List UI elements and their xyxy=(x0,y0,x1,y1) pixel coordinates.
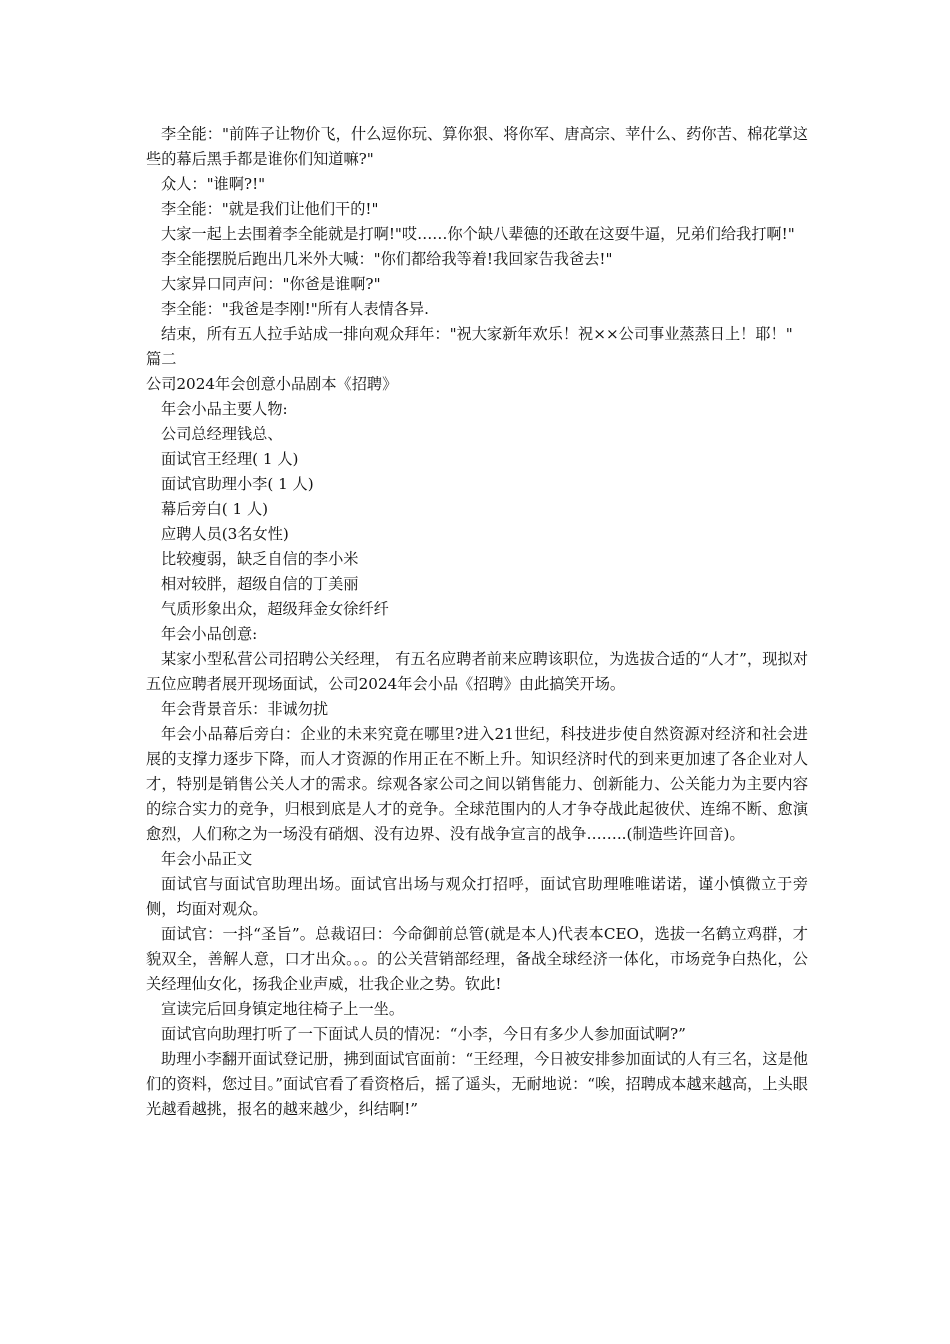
body-paragraph: 结束，所有五人拉手站成一排向观众拜年："祝大家新年欢乐！祝××公司事业蒸蒸日上！耶！" xyxy=(161,325,793,343)
body-paragraph: 众人："谁啊?!" xyxy=(161,175,266,193)
body-paragraph: 面试官与面试官助理出场。面试官出场与观众打招呼，面试官助理唯唯诺诺，谨小慎微立于旁侧，均面对观众。 xyxy=(146,875,808,918)
body-paragraph: 李全能："就是我们让他们干的!" xyxy=(161,200,379,218)
body-paragraph: 年会小品正文 xyxy=(161,850,253,868)
document-body xyxy=(146,122,808,1122)
body-paragraph: 面试官：一抖“圣旨”。总裁诏曰：今命御前总管(就是本人)代表本CEO，选拔一名鹤立鸡群，才貌双全，善解人意，口才出众。。。的公关营销部经理，备战全球经济一体化，市场竞争白热化，公关经理仙女化，扬我企业声威，壮我企业之势。钦此! xyxy=(146,925,808,993)
body-paragraph: 气质形象出众，超级拜金女徐纤纤 xyxy=(161,600,389,618)
body-paragraph: 李全能："我爸是李刚!"所有人表情各异. xyxy=(161,300,429,318)
body-paragraph: 年会小品主要人物: xyxy=(161,400,288,418)
body-paragraph: 面试官向助理打听了一下面试人员的情况：“小李，今日有多少人参加面试啊?” xyxy=(161,1025,686,1043)
body-paragraph: 宣读完后回身镇定地往椅子上一坐。 xyxy=(161,1000,404,1018)
body-paragraph: 公司总经理钱总、 xyxy=(161,425,283,443)
body-paragraph: 比较瘦弱，缺乏自信的李小米 xyxy=(161,550,359,568)
body-paragraph: 幕后旁白( 1 人) xyxy=(161,500,269,518)
body-paragraph: 面试官王经理( 1 人) xyxy=(161,450,299,468)
body-paragraph: 面试官助理小李( 1 人) xyxy=(161,475,314,493)
body-paragraph: 应聘人员(3名女性) xyxy=(161,525,289,543)
body-paragraph: 年会背景音乐：非诚勿扰 xyxy=(161,700,329,718)
section-heading: 公司2024年会创意小品剧本《招聘》 xyxy=(146,375,398,393)
body-paragraph: 李全能摆脱后跑出几米外大喊："你们都给我等着!我回家告我爸去!" xyxy=(161,250,613,268)
body-paragraph: 某家小型私营公司招聘公关经理， 有五名应聘者前来应聘该职位，为选拔合适的“人才”，现拟对五位应聘者展开现场面试，公司2024年会小品《招聘》由此搞笑开场。 xyxy=(146,650,808,693)
body-paragraph: 大家一起上去围着李全能就是打啊!"哎……你个缺八辈德的还敢在这耍牛逼，兄弟们给我打啊!" xyxy=(161,225,795,243)
body-paragraph: 年会小品创意: xyxy=(161,625,258,643)
body-paragraph: 相对较胖，超级自信的丁美丽 xyxy=(161,575,359,593)
body-paragraph: 年会小品幕后旁白：企业的未来究竟在哪里?进入21世纪，科技进步使自然资源对经济和社会进展的支撑力逐步下降，而人才资源的作用正在不断上升。知识经济时代的到来更加速了各企业对人才，特别是销售公关人才的需求。综观各家公司之间以销售能力、创新能力、公关能力为主要内容的综合实力的竞争，归根到底是人才的竞争。全球范围内的人才争夺战此起彼伏、连绵不断、愈演愈烈，人们称之为一场没有硝烟、没有边界、没有战争宣言的战争……..(制造些许回音)。 xyxy=(146,725,808,843)
body-paragraph: 助理小李翻开面试登记册，拂到面试官面前：“王经理，今日被安排参加面试的人有三名，这是他们的资料，您过目。”面试官看了看资格后，摇了遥头，无耐地说：“唉，招聘成本越来越高，上头眼光越看越挑，报名的越来越少，纠结啊!” xyxy=(146,1050,808,1118)
body-paragraph: 大家异口同声问："你爸是谁啊?" xyxy=(161,275,381,293)
body-paragraph: 李全能："前阵子让物价飞，什么逗你玩、算你狠、将你军、唐高宗、苹什么、药你苦、棉花掌这些的幕后黑手都是谁你们知道嘛?" xyxy=(146,125,808,168)
section-heading: 篇二 xyxy=(146,350,177,368)
